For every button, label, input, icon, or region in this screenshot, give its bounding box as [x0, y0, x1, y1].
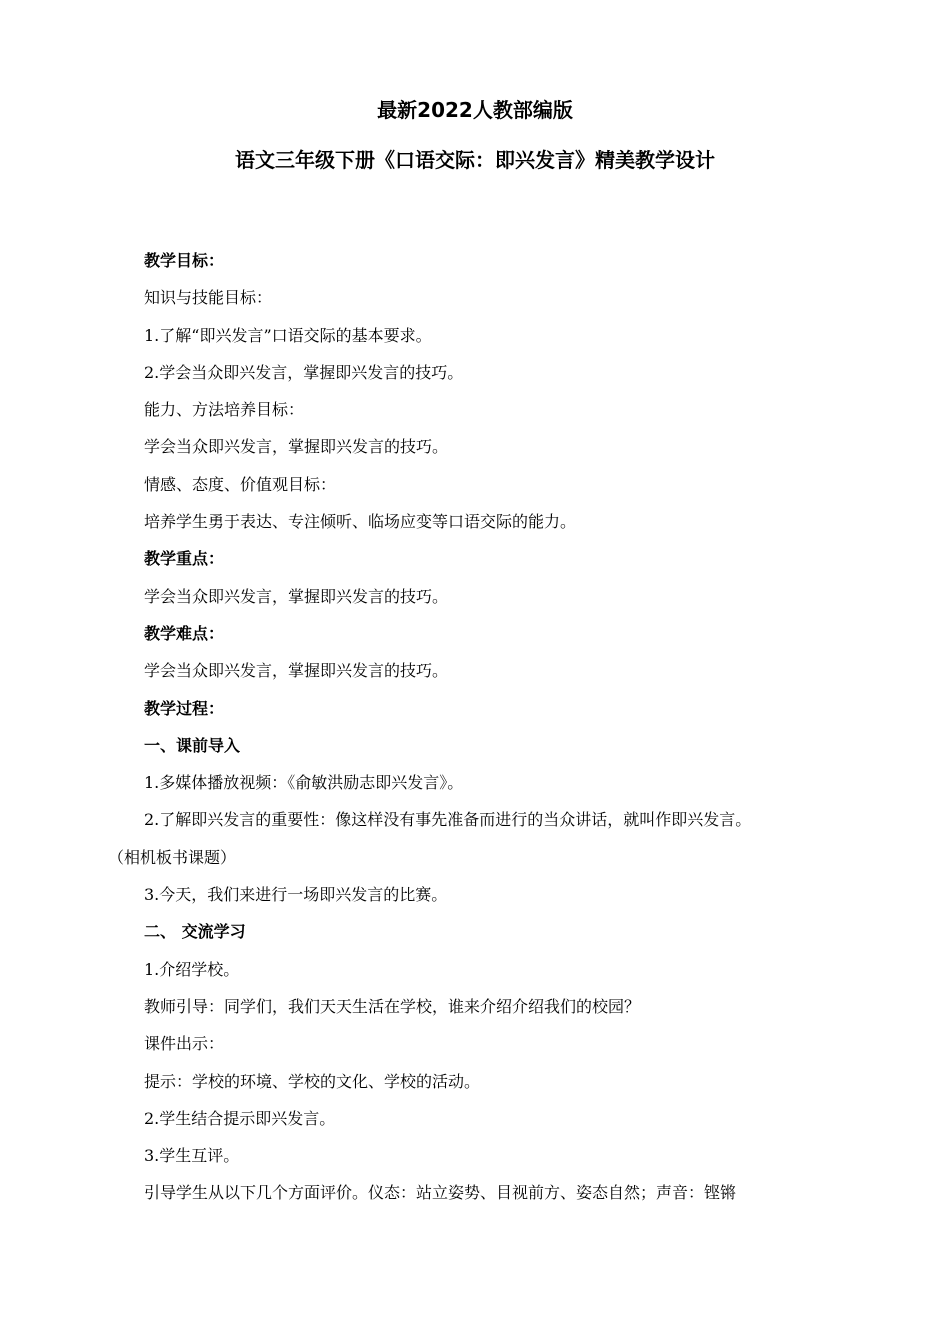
section-2-item-2: 2.学生结合提示即兴发言。: [144, 1108, 336, 1128]
knowledge-item-1: 1.了解“即兴发言”口语交际的基本要求。: [144, 325, 432, 345]
section-1-item-2-continued: （相机板书课题）: [108, 847, 237, 867]
section-1-item-3: 3.今天，我们来进行一场即兴发言的比赛。: [144, 885, 448, 905]
key-item-1: 学会当众即兴发言，掌握即兴发言的技巧。: [144, 586, 449, 606]
ability-heading: 能力、方法培养目标：: [144, 400, 305, 420]
section-2-guide: 教师引导：同学们，我们天天生活在学校，谁来介绍介绍我们的校园？: [144, 996, 641, 1016]
section-2-item-3: 3.学生互评。: [144, 1146, 240, 1166]
document-body: [108, 242, 858, 1212]
knowledge-heading: 知识与技能目标：: [144, 288, 273, 308]
section-2-hint: 提示：学校的环境、学校的文化、学校的活动。: [144, 1071, 481, 1091]
difficulty-item-1: 学会当众即兴发言，掌握即兴发言的技巧。: [144, 661, 449, 681]
section-1-item-1: 1.多媒体播放视频：《俞敏洪励志即兴发言》。: [144, 773, 464, 793]
difficulty-heading: 教学难点：: [144, 623, 225, 643]
section-2-item-1: 1.介绍学校。: [144, 959, 240, 979]
document-subtitle: 语文三年级下册《口语交际：即兴发言》精美教学设计: [235, 148, 715, 172]
emotion-heading: 情感、态度、价值观目标：: [144, 474, 337, 494]
key-heading: 教学重点：: [144, 549, 225, 569]
section-2-courseware: 课件出示：: [144, 1034, 225, 1054]
goals-heading: 教学目标：: [144, 251, 225, 270]
section-1-heading: 一、课前导入: [144, 735, 241, 755]
knowledge-item-2: 2.学会当众即兴发言，掌握即兴发言的技巧。: [144, 362, 464, 382]
section-2-heading: 二、 交流学习: [144, 922, 246, 942]
ability-item-1: 学会当众即兴发言，掌握即兴发言的技巧。: [144, 437, 449, 457]
emotion-item-1: 培养学生勇于表达、专注倾听、临场应变等口语交际的能力。: [144, 512, 577, 532]
process-heading: 教学过程：: [144, 698, 225, 718]
document-title: 最新2022人教部编版: [377, 98, 573, 122]
section-2-evaluation: 引导学生从以下几个方面评价。仪态：站立姿势、目视前方、姿态自然；声音：铿锵: [144, 1183, 737, 1203]
section-1-item-2: 2.了解即兴发言的重要性：像这样没有事先准备而进行的当众讲话，就叫作即兴发言。: [144, 810, 752, 830]
